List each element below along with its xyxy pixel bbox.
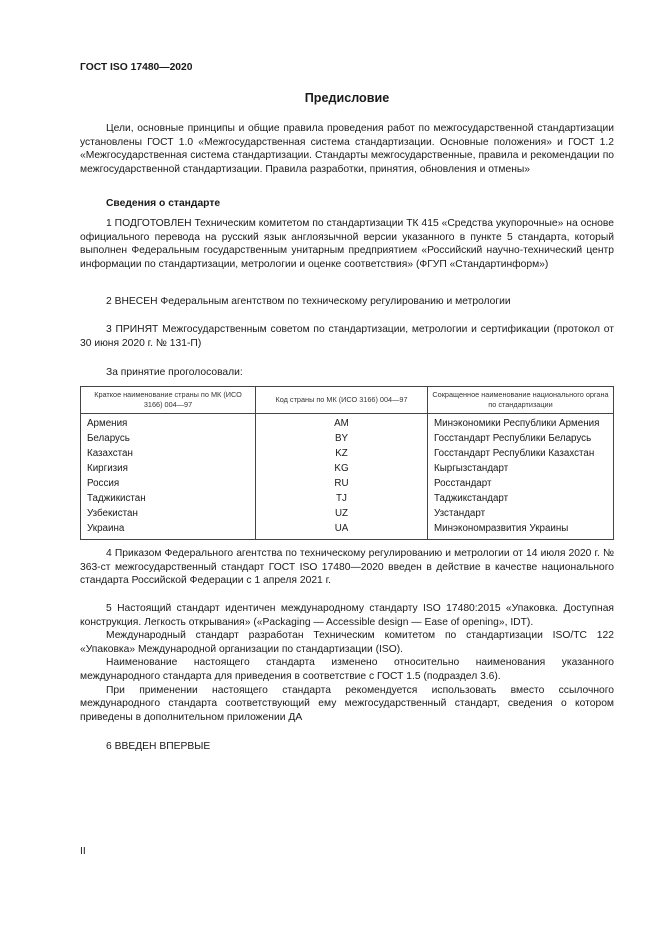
item-1-paragraph	[80, 217, 614, 271]
item-3-text: 3 ПРИНЯТ Межгосударственным советом по стандартизации, метрологии и сертификации (протокол от 30 июня 2020 г. № 131-П)	[80, 324, 614, 349]
country-name: Беларусь	[81, 431, 256, 446]
header-standards-body: Сокращенное наименование национального органа по стандартизации	[428, 387, 614, 414]
country-code: RU	[256, 476, 428, 491]
item-5-text: 5 Настоящий стандарт идентичен международному стандарту ISO 17480:2015 «Упаковка. Доступная конструкция. Легкость открывания» («Packaging — Accessible design — Ease of opening», IDT).	[80, 603, 614, 628]
country-code: KG	[256, 461, 428, 476]
section-subheading: Сведения о стандарте	[106, 198, 221, 209]
item-4-text: 4 Приказом Федерального агентства по техническому регулированию и метрологии от 14 июля 2020 г. № 363-ст межгосударственный стандарт ГОСТ ISO 17480—2020 введен в действие в качестве национального стандарта Российской Федерации с 1 апреля 2021 г.	[80, 548, 614, 587]
country-name: Казахстан	[81, 446, 256, 461]
country-name: Россия	[81, 476, 256, 491]
page-number: II	[80, 846, 86, 857]
item-3-paragraph	[80, 323, 614, 350]
table-row	[81, 461, 614, 476]
table-row	[81, 446, 614, 461]
country-name: Таджикистан	[81, 491, 256, 506]
item-2-text: 2 ВНЕСЕН Федеральным агентством по техническому регулированию и метрологии	[106, 296, 511, 307]
country-code: KZ	[256, 446, 428, 461]
standards-body: Госстандарт Республики Казахстан	[428, 446, 614, 461]
vote-paragraph	[80, 366, 614, 380]
page-title: Предисловие	[304, 91, 390, 105]
item-5-application-text: При применении настоящего стандарта рекомендуется использовать вместо ссылочного международного стандарта соответствующий ему межгосударственный стандарт, сведения о котором приведены в дополнительном приложении ДА	[80, 684, 614, 723]
item-5-name-change-text: Наименование настоящего стандарта изменено относительно наименования указанного международного стандарта для приведения в соответствие с ГОСТ 1.5 (подраздел 3.6).	[80, 657, 614, 682]
header-country-code: Код страны по МК (ИСО 3166) 004—97	[256, 387, 428, 414]
vote-text: За принятие проголосовали:	[106, 367, 243, 378]
item-4-paragraph	[80, 547, 614, 588]
country-code: BY	[256, 431, 428, 446]
table-row	[81, 507, 614, 522]
intro-paragraph	[80, 122, 614, 176]
intro-text: Цели, основные принципы и общие правила проведения работ по межгосударственной стандартизации установлены ГОСТ 1.0 «Межгосударственная система стандартизации. Основные положения» и ГОСТ 1.2 «Межгосударственная система стандартизации. Стандарты межгосударственные, правила и рекомендации по межгосударственной стандартизации. Правила разработки, принятия, обновления и отмены»	[80, 123, 614, 175]
header-country-name: Краткое наименование страны по МК (ИСО 3166) 004—97	[81, 387, 256, 414]
table-header-row	[81, 387, 614, 414]
country-name: Армения	[81, 414, 256, 432]
item-6-paragraph	[80, 740, 614, 754]
country-name: Украина	[81, 522, 256, 540]
country-code: TJ	[256, 491, 428, 506]
country-name: Узбекистан	[81, 507, 256, 522]
item-2-paragraph	[80, 295, 614, 309]
standards-body: Росстандарт	[428, 476, 614, 491]
country-code: UZ	[256, 507, 428, 522]
table-row	[81, 431, 614, 446]
standards-body: Узстандарт	[428, 507, 614, 522]
country-name: Киргизия	[81, 461, 256, 476]
table-row	[81, 414, 614, 432]
item-5-paragraph	[80, 602, 614, 724]
standards-body: Минэкономразвития Украины	[428, 522, 614, 540]
document-code-header: ГОСТ ISO 17480—2020	[80, 62, 193, 73]
standards-body: Кыргызстандарт	[428, 461, 614, 476]
voting-countries-table	[80, 386, 614, 540]
table-row	[81, 522, 614, 540]
item-5-international-text: Международный стандарт разработан Техническим комитетом по стандартизации ISO/TC 122 «Упаковка» Международной организации по стандартизации (ISO).	[80, 630, 614, 655]
standards-body: Таджикстандарт	[428, 491, 614, 506]
standards-body: Госстандарт Республики Беларусь	[428, 431, 614, 446]
table-row	[81, 476, 614, 491]
item-1-text: 1 ПОДГОТОВЛЕН Техническим комитетом по стандартизации ТК 415 «Средства укупорочные» на основе официального перевода на русский язык англоязычной версии указанного в пункте 5 стандарта, который выполнен Федеральным государственным унитарным предприятием «Российский научно-технический центр информации по стандартизации, метрологии и оценке соответствия» (ФГУП «Стандартинформ»)	[80, 218, 614, 270]
item-6-text: 6 ВВЕДЕН ВПЕРВЫЕ	[106, 741, 211, 752]
table-row	[81, 491, 614, 506]
country-code: UA	[256, 522, 428, 540]
country-code: AM	[256, 414, 428, 432]
standards-body: Минэкономики Республики Армения	[428, 414, 614, 432]
